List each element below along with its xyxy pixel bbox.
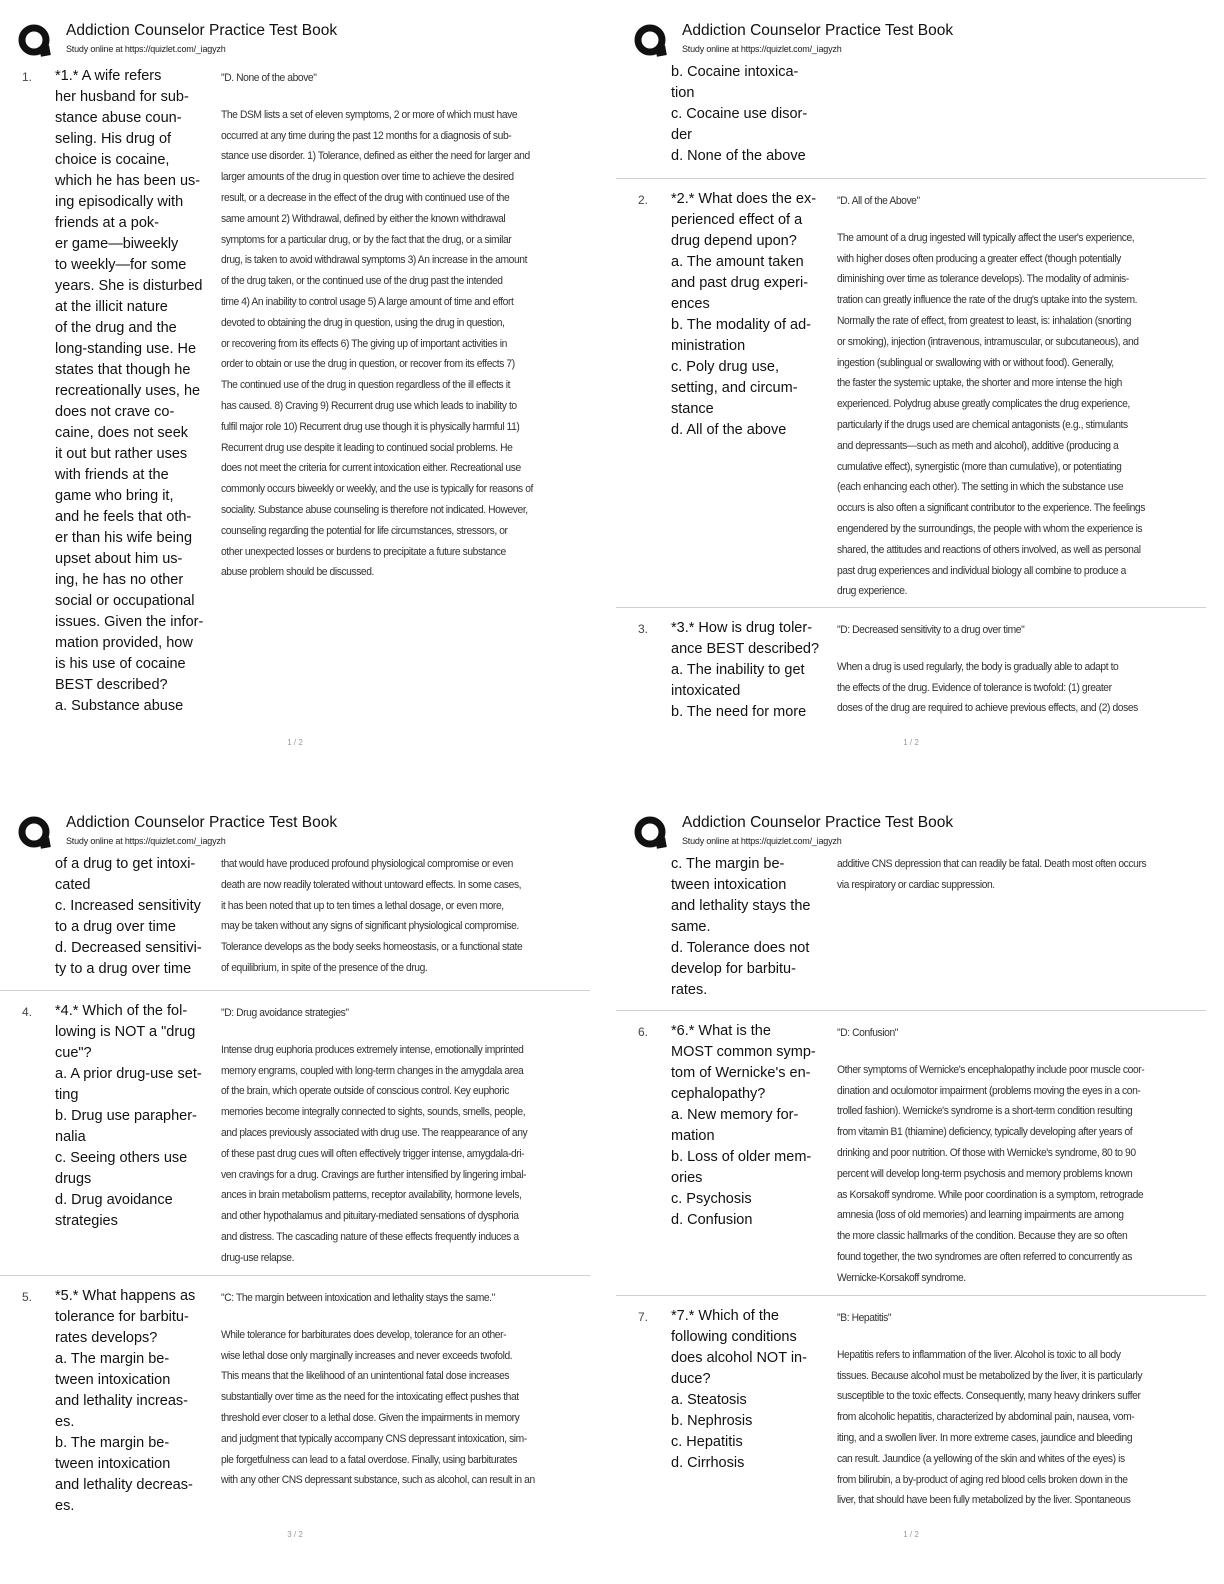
question-line: b. Loss of older mem- bbox=[671, 1149, 812, 1165]
answer-panel bbox=[221, 1288, 571, 1491]
question-line: MOST common symp- bbox=[671, 1044, 816, 1060]
question-card bbox=[0, 991, 590, 1276]
answer-panel bbox=[837, 191, 1187, 602]
question-line: b. The need for more bbox=[671, 704, 807, 720]
answer-explanation: Intense drug euphoria produces extremely intense, emotionally imprinted memory engrams, coupled with long-term changes in the amygdala area of the brain, which operate outside of conscious control. Key euphoric memories become integrally connected to sights, sounds, smells, people, and places previously associated with drug use. The reappearance of any of these past drug cues will often effectively trigger intense, amygdala-dri- ven cravings for a drug. Cravings are further intensified by lingering imbal- ances in brain metabolism patterns, receptor availability, hormone levels, and other hypothalamus and pituitary-mediated sensations of dysphoria and distress. The cascading nature of these effects frequently induces a drug-use relapse. bbox=[221, 1043, 528, 1264]
question-line: ing, he has no other bbox=[55, 572, 184, 588]
question-number: 7. bbox=[638, 1310, 649, 1324]
answer-panel bbox=[221, 854, 571, 979]
question-line: mation provided, how bbox=[55, 635, 193, 651]
question-line: strategies bbox=[55, 1213, 118, 1229]
page-2 bbox=[616, 0, 1206, 765]
question-line: which he has been us- bbox=[55, 173, 201, 189]
question-line: does alcohol NOT in- bbox=[671, 1350, 807, 1366]
question-text bbox=[55, 854, 217, 980]
answer-panel bbox=[837, 620, 1187, 719]
question-line: b. Drug use parapher- bbox=[55, 1108, 197, 1124]
question-line: game who bring it, bbox=[55, 488, 174, 504]
question-line: d. Cirrhosis bbox=[671, 1455, 745, 1471]
answer-panel bbox=[221, 68, 571, 583]
question-line: intoxicated bbox=[671, 683, 741, 699]
question-text bbox=[671, 189, 833, 441]
question-text bbox=[671, 62, 833, 167]
question-line: of a drug to get intoxi- bbox=[55, 856, 196, 872]
question-line: tween intoxication bbox=[55, 1456, 171, 1472]
question-line: *3.* How is drug toler- bbox=[671, 620, 813, 636]
question-line: a. The margin be- bbox=[55, 1351, 170, 1367]
question-line: *5.* What happens as bbox=[55, 1288, 196, 1304]
question-number: 1. bbox=[22, 70, 33, 84]
question-line: *6.* What is the bbox=[671, 1023, 771, 1039]
question-line: BEST described? bbox=[55, 677, 168, 693]
page-number: 3 / 2 bbox=[287, 1530, 303, 1539]
question-line: b. Cocaine intoxica- bbox=[671, 64, 799, 80]
question-text bbox=[671, 854, 833, 1001]
question-line: er than his wife being bbox=[55, 530, 193, 546]
question-line: ty to a drug over time bbox=[55, 961, 192, 977]
question-line: mation bbox=[671, 1128, 715, 1144]
question-line: tween intoxication bbox=[55, 1372, 171, 1388]
question-line: choice is cocaine, bbox=[55, 152, 170, 168]
question-line: issues. Given the infor- bbox=[55, 614, 204, 630]
quizlet-logo-icon bbox=[18, 24, 52, 58]
study-url[interactable]: Study online at https://quizlet.com/_iagyzh bbox=[66, 836, 226, 846]
question-line: tion bbox=[671, 85, 695, 101]
question-line: d. Decreased sensitivi- bbox=[55, 940, 202, 956]
question-line: tween intoxication bbox=[671, 877, 787, 893]
answer-explanation: The amount of a drug ingested will typically affect the user's experience, with higher doses often producing a greater effect (though potentially diminishing over time as tolerance develops). The modality of adminis- tration can greatly influence the rate of the drug's uptake into the system. Normally the rate of effect, from greatest to least, is: inhalation (snorting or smoking), injection (intravenous, intramuscular, or subcutaneous), and ingestion (sublingual or swallowing with or without food). Generally, the faster the systemic uptake, the shorter and more intense the high experienced. Polydrug abuse greatly complicates the drug experience, particularly if the drugs used are chemical antagonists (e.g., stimulants and depressants—such as meth and alcohol), additive (producing a cumulative effect), synergistic (more than cumulative), or potentiating (each enhancing each other). The setting in which the substance use occurs is also often a significant contributor to the experience. The feelings engendered by the surroundings, the people with whom the experience is shared, the attitudes and reactions of others involved, as well as personal past drug experiences and individual biology all combine to produce a drug experience. bbox=[837, 231, 1145, 598]
question-line: duce? bbox=[671, 1371, 711, 1387]
question-text bbox=[671, 618, 833, 723]
question-line: drugs bbox=[55, 1171, 92, 1187]
correct-answer: "B: Hepatitis" bbox=[837, 1312, 892, 1324]
question-card bbox=[616, 1296, 1206, 1536]
question-line: with friends at the bbox=[55, 467, 169, 483]
question-line: seling. His drug of bbox=[55, 131, 172, 147]
question-number: 6. bbox=[638, 1025, 649, 1039]
question-text bbox=[55, 1001, 217, 1232]
question-card bbox=[0, 66, 590, 726]
question-card-continued bbox=[0, 858, 590, 991]
answer-panel bbox=[837, 854, 1187, 896]
answer-explanation: While tolerance for barbiturates does develop, tolerance for an other- wise lethal dose only marginally increases and never exceeds twofold. This means that the likelihood of an unintentional fatal dose increases substantially over time as the need for the intoxicating effect pushes that threshold ever closer to a lethal dose. Given the impairments in memory and judgment that typically accompany CNS depressant intoxication, sim- ple forgetfulness can lead to a fatal overdose. Finally, using barbiturates with any other CNS depressant substance, such as alcohol, can result in an bbox=[221, 1328, 535, 1487]
question-line: *1.* A wife refers bbox=[55, 68, 162, 84]
question-line: *7.* Which of the bbox=[671, 1308, 779, 1324]
question-card bbox=[616, 1011, 1206, 1296]
correct-answer: "D. All of the Above" bbox=[837, 195, 920, 207]
question-line: a. New memory for- bbox=[671, 1107, 799, 1123]
question-line: d. All of the above bbox=[671, 422, 787, 438]
study-url[interactable]: Study online at https://quizlet.com/_iagyzh bbox=[66, 44, 226, 54]
question-line: a. A prior drug-use set- bbox=[55, 1066, 202, 1082]
question-line: cated bbox=[55, 877, 91, 893]
question-line: ences bbox=[671, 296, 710, 312]
question-line: at the illicit nature bbox=[55, 299, 168, 315]
correct-answer: "D: Confusion" bbox=[837, 1027, 899, 1039]
book-title: Addiction Counselor Practice Test Book bbox=[682, 22, 954, 39]
question-line: rates. bbox=[671, 982, 708, 998]
question-line: her husband for sub- bbox=[55, 89, 189, 105]
question-text bbox=[671, 1306, 833, 1474]
question-line: b. The modality of ad- bbox=[671, 317, 811, 333]
question-line: lowing is NOT a "drug bbox=[55, 1024, 196, 1040]
question-line: ing episodically with bbox=[55, 194, 184, 210]
study-url[interactable]: Study online at https://quizlet.com/_iagyzh bbox=[682, 44, 842, 54]
question-line: same. bbox=[671, 919, 711, 935]
question-card bbox=[616, 179, 1206, 608]
question-line: caine, does not seek bbox=[55, 425, 189, 441]
question-text bbox=[671, 1021, 833, 1231]
question-line: ories bbox=[671, 1170, 703, 1186]
question-line: following conditions bbox=[671, 1329, 797, 1345]
question-line: friends at a pok- bbox=[55, 215, 159, 231]
question-line: upset about him us- bbox=[55, 551, 183, 567]
question-line: c. Psychosis bbox=[671, 1191, 752, 1207]
question-card bbox=[0, 1276, 590, 1516]
question-line: der bbox=[671, 127, 692, 143]
question-line: cue"? bbox=[55, 1045, 92, 1061]
answer-panel bbox=[837, 1023, 1187, 1289]
answer-explanation: Hepatitis refers to inflammation of the liver. Alcohol is toxic to all body tissues. Because alcohol must be metabolized by the liver, it is particularly susceptible to the toxic effects. Consequently, many heavy drinkers suffer from alcoholic hepatitis, characterized by abdominal pain, nausea, vom- iting, and a swollen liver. In more extreme cases, jaundice and bleeding can result. Jaundice (a yellowing of the skin and whites of the eyes) is from bilirubin, a by-product of aging red blood cells broken down in the liver, that should have been fully metabolized by the liver. Spontaneous bbox=[837, 1348, 1143, 1507]
question-line: and past drug experi- bbox=[671, 275, 809, 291]
question-line: is his use of cocaine bbox=[55, 656, 186, 672]
page-number: 1 / 2 bbox=[903, 1530, 919, 1539]
question-line: nalia bbox=[55, 1129, 86, 1145]
question-line: tom of Wernicke's en- bbox=[671, 1065, 811, 1081]
question-line: c. Hepatitis bbox=[671, 1434, 743, 1450]
question-line: and he feels that oth- bbox=[55, 509, 192, 525]
question-line: c. Cocaine use disor- bbox=[671, 106, 808, 122]
question-line: and lethality increas- bbox=[55, 1393, 188, 1409]
question-line: c. Poly drug use, bbox=[671, 359, 779, 375]
question-line: a. The amount taken bbox=[671, 254, 804, 270]
question-card-continued bbox=[616, 858, 1206, 1011]
question-line: d. Tolerance does not bbox=[671, 940, 810, 956]
quizlet-logo-icon bbox=[634, 816, 668, 850]
question-number: 5. bbox=[22, 1290, 33, 1304]
question-line: c. Increased sensitivity bbox=[55, 898, 201, 914]
question-line: d. Confusion bbox=[671, 1212, 753, 1228]
question-line: a. The inability to get bbox=[671, 662, 805, 678]
question-line: and lethality stays the bbox=[671, 898, 811, 914]
answer-explanation: that would have produced profound physiological compromise or even death are now readily tolerated without untoward effects. In some cases, it has been noted that up to ten times a lethal dosage, or even more, may be taken without any signs of significant physiological compromise. Tolerance develops as the body seeks homeostasis, or a functional state of equilibrium, in spite of the presence of the drug. bbox=[221, 858, 523, 974]
question-line: it out but rather uses bbox=[55, 446, 188, 462]
page-number: 1 / 2 bbox=[287, 738, 303, 747]
question-number: 4. bbox=[22, 1005, 33, 1019]
question-line: b. Nephrosis bbox=[671, 1413, 753, 1429]
question-line: stance abuse coun- bbox=[55, 110, 182, 126]
question-line: c. The margin be- bbox=[671, 856, 785, 872]
answer-explanation: When a drug is used regularly, the body is gradually able to adapt to the effects of the drug. Evidence of tolerance is twofold: (1) greater doses of the drug are required to achieve previous effects, and (2) doses bbox=[837, 660, 1138, 715]
answer-panel bbox=[221, 1003, 571, 1269]
question-line: ance BEST described? bbox=[671, 641, 820, 657]
page-number: 1 / 2 bbox=[903, 738, 919, 747]
question-line: d. Drug avoidance bbox=[55, 1192, 173, 1208]
question-number: 3. bbox=[638, 622, 649, 636]
question-line: recreationally uses, he bbox=[55, 383, 201, 399]
question-line: tolerance for barbitu- bbox=[55, 1309, 189, 1325]
question-line: to a drug over time bbox=[55, 919, 176, 935]
correct-answer: "D: Decreased sensitivity to a drug over time" bbox=[837, 624, 1025, 636]
book-title: Addiction Counselor Practice Test Book bbox=[66, 22, 338, 39]
question-line: es. bbox=[55, 1414, 75, 1430]
question-line: ting bbox=[55, 1087, 79, 1103]
question-line: long-standing use. He bbox=[55, 341, 197, 357]
question-line: stance bbox=[671, 401, 714, 417]
question-line: es. bbox=[55, 1498, 75, 1514]
answer-explanation: additive CNS depression that can readily be fatal. Death most often occurs via respiratory or cardiac suppression. bbox=[837, 858, 1147, 891]
question-line: *2.* What does the ex- bbox=[671, 191, 817, 207]
question-line: a. Substance abuse bbox=[55, 698, 184, 714]
question-text bbox=[55, 1286, 217, 1517]
answer-explanation: The DSM lists a set of eleven symptoms, 2 or more of which must have occurred at any time during the past 12 months for a diagnosis of sub- stance use disorder. 1) Tolerance, defined as either the need for larger and larger amounts of the drug in question over time to achieve the desired result, or a decrease in the effect of the drug with continued use of the same amount 2) Withdrawal, defined by either the known withdrawal symptoms for a particular drug, or by the fact that the drug, or a similar drug, is taken to avoid withdrawal symptoms 3) An increase in the amount of the drug taken, or the continued use of the drug past the intended time 4) An inability to control usage 5) A large amount of time and effort devoted to obtaining the drug in question, using the drug in question, or recovering from its effects 6) The giving up of important activities in order to obtain or use the drug in question, or recover from its effects 7) The continued use of the drug in question regardless of the ill effects it has caused. 8) Craving 9) Recurrent drug use which leads to inability to fulfil major role 10) Recurrent drug use though it is physically harmful 11) Recurrent drug use despite it leading to continued social problems. He does not meet the criteria for current intoxication either. Recreational use commonly occurs biweekly or weekly, and the use is typically for reasons of sociality. Substance abuse counseling is therefore not indicated. However, counseling regarding the potential for life circumstances, stressors, or other unexpected losses or burdens to precipitate a future substance abuse problem should be discussed. bbox=[221, 108, 533, 579]
question-line: rates develops? bbox=[55, 1330, 158, 1346]
question-line: develop for barbitu- bbox=[671, 961, 796, 977]
question-line: a. Steatosis bbox=[671, 1392, 747, 1408]
answer-panel bbox=[837, 1308, 1187, 1511]
question-card bbox=[616, 608, 1206, 718]
question-card-continued bbox=[616, 66, 1206, 179]
question-number: 2. bbox=[638, 193, 649, 207]
book-title: Addiction Counselor Practice Test Book bbox=[66, 814, 338, 831]
question-line: to weekly—for some bbox=[55, 257, 187, 273]
quizlet-logo-icon bbox=[634, 24, 668, 58]
question-line: social or occupational bbox=[55, 593, 195, 609]
question-line: cephalopathy? bbox=[671, 1086, 766, 1102]
question-line: states that though he bbox=[55, 362, 191, 378]
page-4 bbox=[616, 792, 1206, 1557]
book-title: Addiction Counselor Practice Test Book bbox=[682, 814, 954, 831]
question-line: c. Seeing others use bbox=[55, 1150, 188, 1166]
question-line: does not crave co- bbox=[55, 404, 175, 420]
question-text bbox=[55, 66, 217, 717]
question-line: years. She is disturbed bbox=[55, 278, 203, 294]
question-line: *4.* Which of the fol- bbox=[55, 1003, 188, 1019]
study-url[interactable]: Study online at https://quizlet.com/_iagyzh bbox=[682, 836, 842, 846]
answer-explanation: Other symptoms of Wernicke's encephalopathy include poor muscle coor- dination and oculomotor impairment (problems moving the eyes in a con- trolled fashion). Wernicke's syndrome is a short-term condition resulting from vitamin B1 (thiamine) deficiency, typically developing after years of drinking and poor nutrition. Of those with Wernicke's syndrome, 80 to 90 percent will develop long-term psychosis and memory problems known as Korsakoff syndrome. While poor coordination is a symptom, retrograde amnesia (loss of old memories) and learning impairments are among the more classic hallmarks of the condition. Because they are so often found together, the two syndromes are often referred to concurrently as Wernicke-Korsakoff syndrome. bbox=[837, 1063, 1145, 1284]
correct-answer: "D. None of the above" bbox=[221, 72, 317, 84]
question-line: ministration bbox=[671, 338, 746, 354]
question-line: perienced effect of a bbox=[671, 212, 803, 228]
question-line: d. None of the above bbox=[671, 148, 806, 164]
correct-answer: "D: Drug avoidance strategies" bbox=[221, 1007, 349, 1019]
question-line: setting, and circum- bbox=[671, 380, 798, 396]
quizlet-logo-icon bbox=[18, 816, 52, 850]
question-line: of the drug and the bbox=[55, 320, 177, 336]
question-line: b. The margin be- bbox=[55, 1435, 170, 1451]
correct-answer: "C: The margin between intoxication and lethality stays the same." bbox=[221, 1292, 495, 1304]
page-3 bbox=[0, 792, 590, 1557]
question-line: drug depend upon? bbox=[671, 233, 797, 249]
question-line: er game—biweekly bbox=[55, 236, 179, 252]
question-line: and lethality decreas- bbox=[55, 1477, 193, 1493]
page-1 bbox=[0, 0, 590, 765]
